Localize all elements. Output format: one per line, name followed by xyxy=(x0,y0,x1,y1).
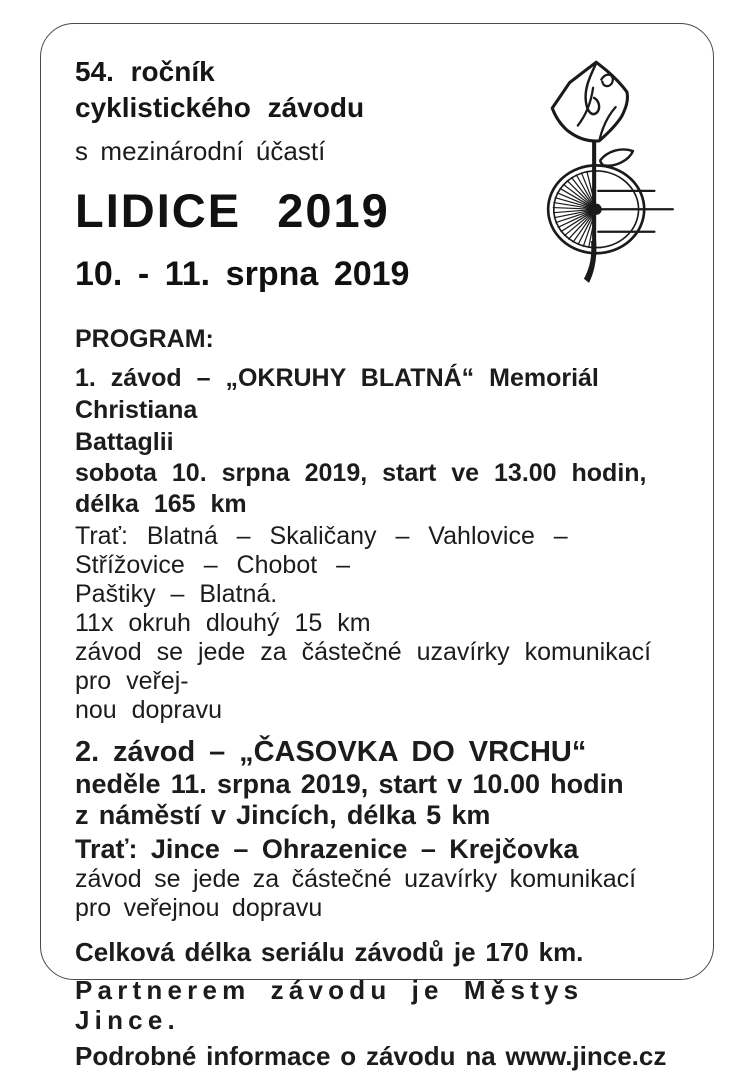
race1-schedule-line-2: délka 165 km xyxy=(75,490,247,518)
race1-route xyxy=(75,522,687,725)
race2-route: Trať: Jince – Ohrazenice – Krejčovka xyxy=(75,834,579,864)
edition-line-2: cyklistického závodu xyxy=(75,92,365,123)
poster-footer xyxy=(75,937,687,1071)
event-dates: 10. - 11. srpna 2019 xyxy=(75,255,410,293)
race1-title xyxy=(75,362,687,458)
race2-closure-line-1: závod se jede za částečné uzavírky komunikací xyxy=(75,865,637,893)
website-info-line: Podrobné informace o závodu na www.jince.cz xyxy=(75,1041,667,1071)
race2-title: 2. závod – „ČASOVKA DO VRCHU“ xyxy=(75,736,587,768)
race1-schedule-line-1: sobota 10. srpna 2019, start ve 13.00 hodin, xyxy=(75,459,647,487)
race1-closure-line-2: nou dopravu xyxy=(75,696,223,724)
poster-frame xyxy=(40,23,714,1071)
race1-closure-line-1: závod se jede za částečné uzavírky komunikací pro veřej- xyxy=(75,638,652,695)
race1-route-line-2: Paštiky – Blatná. xyxy=(75,580,278,608)
race1-route-line-1: Trať: Blatná – Skaličany – Vahlovice – Střížovice – Chobot – xyxy=(75,522,568,579)
subtitle: s mezinárodní účastí xyxy=(75,136,326,166)
race1-title-line-1: 1. závod – „OKRUHY BLATNÁ“ Memoriál Christiana xyxy=(75,364,599,424)
event-title: LIDICE 2019 xyxy=(75,184,390,237)
program-heading: PROGRAM: xyxy=(75,325,214,353)
lidice-rose-wheel-logo xyxy=(539,54,684,289)
program-section xyxy=(75,324,687,923)
race2-closure xyxy=(75,865,687,923)
race1-schedule xyxy=(75,458,687,520)
race1-laps: 11x okruh dlouhý 15 km xyxy=(75,609,371,637)
race1-title-line-2: Battaglii xyxy=(75,428,174,456)
race2-schedule xyxy=(75,769,687,831)
partner-line: Partnerem závodu je Městys Jince. xyxy=(75,975,584,1035)
rose-wheel-icon xyxy=(539,54,684,289)
race2-closure-line-2: pro veřejnou dopravu xyxy=(75,894,323,922)
edition-line-1: 54. ročník xyxy=(75,56,215,87)
wheel-hub xyxy=(591,204,602,215)
race2-schedule-line-1: neděle 11. srpna 2019, start v 10.00 hodin xyxy=(75,769,624,799)
total-length-line: Celková délka seriálu závodů je 170 km. xyxy=(75,937,584,967)
race2-schedule-line-2: z náměstí v Jincích, délka 5 km xyxy=(75,800,491,830)
